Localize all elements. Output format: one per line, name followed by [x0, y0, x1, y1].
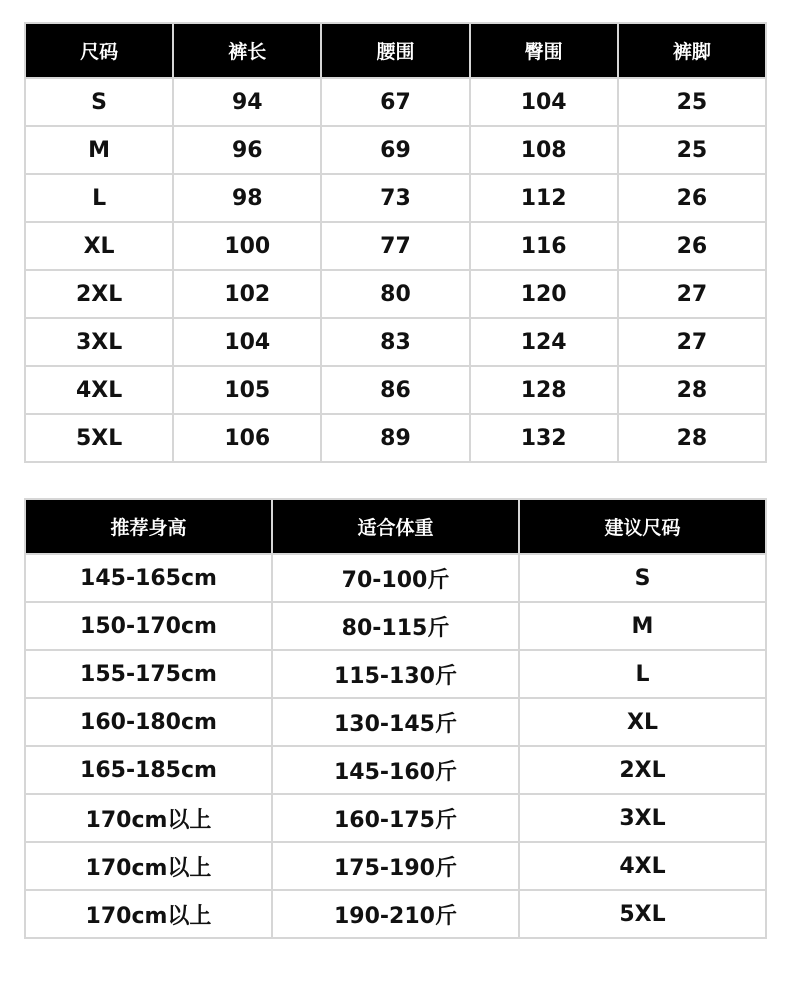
cell-size: S: [25, 78, 173, 126]
table-row: [25, 270, 766, 318]
cell-height: 170cm以上: [25, 890, 272, 938]
cell-hip: 104: [470, 78, 618, 126]
cell-weight: 145-160斤: [272, 746, 519, 794]
cell-hip: 116: [470, 222, 618, 270]
cell-weight: 80-115斤: [272, 602, 519, 650]
cell-size: 5XL: [25, 414, 173, 462]
cell-pants-length: 98: [173, 174, 321, 222]
cell-hip: 120: [470, 270, 618, 318]
table-row: [25, 318, 766, 366]
cell-leg-opening: 25: [618, 126, 766, 174]
cell-suggested-size: M: [519, 602, 766, 650]
header-suitable-weight: 适合体重: [272, 499, 519, 554]
cell-height: 145-165cm: [25, 554, 272, 602]
cell-height: 160-180cm: [25, 698, 272, 746]
cell-suggested-size: 5XL: [519, 890, 766, 938]
table-header-row: [25, 499, 766, 554]
cell-hip: 112: [470, 174, 618, 222]
cell-height: 165-185cm: [25, 746, 272, 794]
cell-suggested-size: L: [519, 650, 766, 698]
table-header-row: [25, 23, 766, 78]
cell-leg-opening: 27: [618, 318, 766, 366]
cell-waist: 86: [321, 366, 469, 414]
table-row: [25, 650, 766, 698]
cell-suggested-size: S: [519, 554, 766, 602]
cell-leg-opening: 28: [618, 414, 766, 462]
cell-pants-length: 100: [173, 222, 321, 270]
cell-hip: 132: [470, 414, 618, 462]
cell-leg-opening: 26: [618, 174, 766, 222]
cell-weight: 175-190斤: [272, 842, 519, 890]
header-recommended-height: 推荐身高: [25, 499, 272, 554]
table-row: [25, 794, 766, 842]
cell-size: 2XL: [25, 270, 173, 318]
header-waist: 腰围: [321, 23, 469, 78]
cell-pants-length: 105: [173, 366, 321, 414]
table-row: [25, 698, 766, 746]
cell-pants-length: 102: [173, 270, 321, 318]
cell-weight: 190-210斤: [272, 890, 519, 938]
table-row: [25, 746, 766, 794]
cell-pants-length: 106: [173, 414, 321, 462]
cell-size: M: [25, 126, 173, 174]
cell-waist: 67: [321, 78, 469, 126]
cell-leg-opening: 28: [618, 366, 766, 414]
table-row: [25, 366, 766, 414]
cell-pants-length: 94: [173, 78, 321, 126]
header-leg-opening: 裤脚: [618, 23, 766, 78]
cell-hip: 108: [470, 126, 618, 174]
size-measurement-table: [24, 22, 767, 463]
cell-size: XL: [25, 222, 173, 270]
cell-size: 4XL: [25, 366, 173, 414]
cell-suggested-size: 4XL: [519, 842, 766, 890]
cell-weight: 115-130斤: [272, 650, 519, 698]
cell-leg-opening: 26: [618, 222, 766, 270]
header-suggested-size: 建议尺码: [519, 499, 766, 554]
cell-pants-length: 96: [173, 126, 321, 174]
cell-waist: 69: [321, 126, 469, 174]
table-row: [25, 890, 766, 938]
cell-size: 3XL: [25, 318, 173, 366]
cell-waist: 80: [321, 270, 469, 318]
table-row: [25, 414, 766, 462]
table-row: [25, 554, 766, 602]
table-row: [25, 602, 766, 650]
cell-weight: 130-145斤: [272, 698, 519, 746]
cell-height: 155-175cm: [25, 650, 272, 698]
cell-suggested-size: 2XL: [519, 746, 766, 794]
header-hip: 臀围: [470, 23, 618, 78]
table-row: [25, 222, 766, 270]
table-row: [25, 126, 766, 174]
cell-hip: 128: [470, 366, 618, 414]
cell-waist: 73: [321, 174, 469, 222]
cell-waist: 83: [321, 318, 469, 366]
cell-size: L: [25, 174, 173, 222]
cell-waist: 89: [321, 414, 469, 462]
cell-height: 150-170cm: [25, 602, 272, 650]
table-row: [25, 174, 766, 222]
cell-weight: 70-100斤: [272, 554, 519, 602]
cell-weight: 160-175斤: [272, 794, 519, 842]
cell-leg-opening: 25: [618, 78, 766, 126]
cell-pants-length: 104: [173, 318, 321, 366]
cell-suggested-size: 3XL: [519, 794, 766, 842]
cell-waist: 77: [321, 222, 469, 270]
table-row: [25, 842, 766, 890]
cell-height: 170cm以上: [25, 794, 272, 842]
cell-height: 170cm以上: [25, 842, 272, 890]
header-size: 尺码: [25, 23, 173, 78]
cell-leg-opening: 27: [618, 270, 766, 318]
size-recommendation-table: [24, 498, 767, 939]
cell-suggested-size: XL: [519, 698, 766, 746]
cell-hip: 124: [470, 318, 618, 366]
header-pants-length: 裤长: [173, 23, 321, 78]
table-row: [25, 78, 766, 126]
